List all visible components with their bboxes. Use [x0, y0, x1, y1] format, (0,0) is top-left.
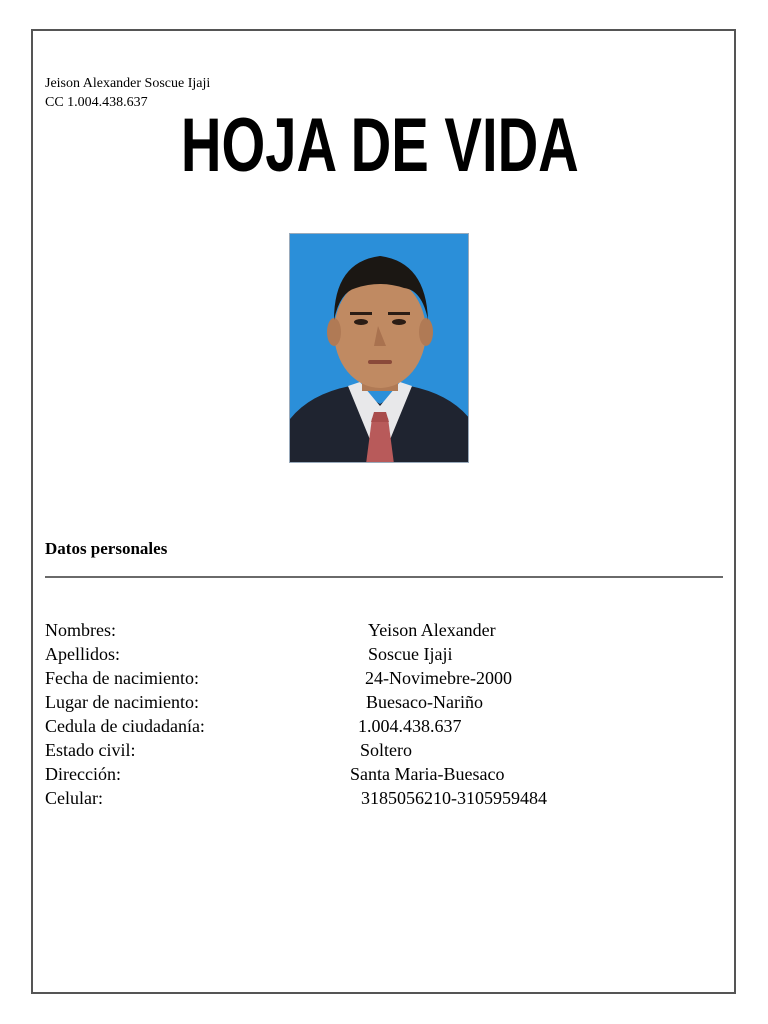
personal-data-row: [45, 738, 412, 762]
personal-data-row: [45, 786, 547, 810]
field-label: Dirección:: [45, 764, 121, 784]
personal-data-row: [45, 666, 512, 690]
page-title: HOJA DE VIDA: [180, 103, 579, 188]
personal-data-row: [45, 618, 496, 642]
field-label: Celular:: [45, 788, 103, 808]
field-value: 3185056210-3105959484: [361, 788, 547, 808]
field-value: Soltero: [360, 740, 412, 760]
field-label: Cedula de ciudadanía:: [45, 716, 205, 736]
personal-data-row: [45, 762, 505, 786]
field-value: Yeison Alexander: [368, 620, 496, 640]
personal-data-row: [45, 714, 462, 738]
field-label: Nombres:: [45, 620, 116, 640]
header-id: CC 1.004.438.637: [45, 95, 148, 110]
field-label: Apellidos:: [45, 644, 120, 664]
section-title-personal-data: Datos personales: [45, 539, 168, 558]
personal-data-row: [45, 642, 453, 666]
field-label: Lugar de nacimiento:: [45, 692, 199, 712]
personal-data-row: [45, 690, 483, 714]
field-value: 24-Novimebre-2000: [365, 668, 512, 688]
profile-photo: [289, 233, 469, 463]
field-value: Santa Maria-Buesaco: [350, 764, 505, 784]
section-divider: [45, 576, 723, 578]
field-label: Estado civil:: [45, 740, 136, 760]
field-label: Fecha de nacimiento:: [45, 668, 199, 688]
field-value: Buesaco-Nariño: [366, 692, 483, 712]
field-value: Soscue Ijaji: [368, 644, 453, 664]
field-value: 1.004.438.637: [358, 716, 462, 736]
header-name: Jeison Alexander Soscue Ijaji: [45, 76, 211, 91]
